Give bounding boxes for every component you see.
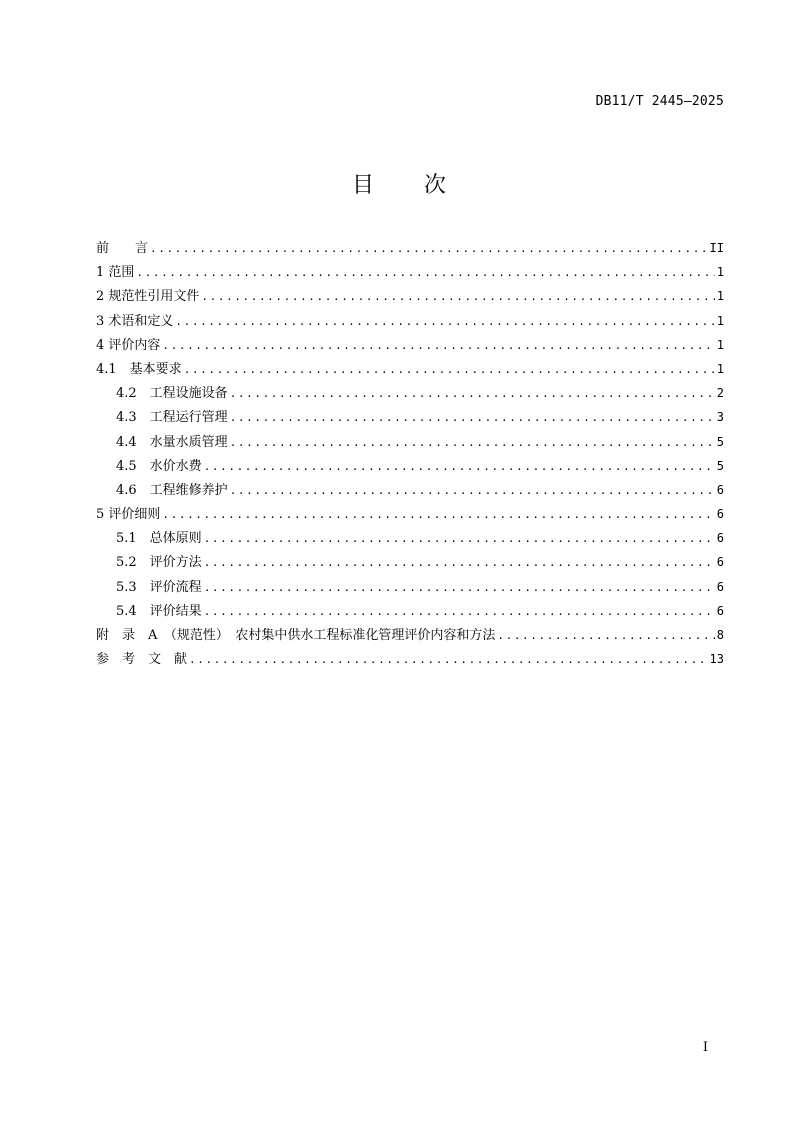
- toc-entry-page: 2: [716, 386, 724, 401]
- toc-entry-label: 4.5 水价水费: [116, 458, 202, 474]
- toc-entry[interactable]: [96, 623, 724, 647]
- toc-entry-page: 1: [716, 289, 724, 304]
- toc-leader-dots: [497, 624, 714, 648]
- toc-entry[interactable]: [96, 284, 724, 308]
- toc-entry-page: 6: [716, 482, 724, 497]
- toc-entry-label: 附 录 A （规范性） 农村集中供水工程标准化管理评价内容和方法: [96, 628, 496, 643]
- toc-entry[interactable]: [96, 333, 724, 357]
- toc-entry-page: 6: [716, 531, 724, 546]
- toc-entry-page: 13: [709, 652, 724, 667]
- toc-entry-page: 5: [716, 434, 724, 449]
- toc-entry-label: 5.1 总体原则: [116, 531, 202, 547]
- toc-entry-label: 4.6 工程维修养护: [116, 482, 228, 498]
- toc-entry[interactable]: [96, 260, 724, 284]
- toc-entry-label: 1 范围: [96, 265, 135, 281]
- toc-entry[interactable]: [96, 236, 724, 260]
- toc-leader-dots: [204, 576, 715, 600]
- toc-leader-dots: [204, 527, 715, 551]
- toc-leader-dots: [230, 382, 715, 406]
- toc-entry-page: 6: [716, 603, 724, 618]
- toc-entry[interactable]: [96, 502, 724, 526]
- toc-entry-page: 3: [716, 410, 724, 425]
- toc-leader-dots: [189, 648, 708, 672]
- toc-entry[interactable]: [96, 647, 724, 671]
- toc-leader-dots: [204, 551, 715, 575]
- page-title: 目 次: [351, 173, 448, 198]
- toc-entry-label: 5.4 评价结果: [116, 603, 202, 619]
- toc-entry[interactable]: [96, 405, 724, 429]
- toc-entry[interactable]: [96, 309, 724, 333]
- toc-entry-label: 4.1 基本要求: [96, 361, 182, 377]
- toc-entry-label: 3 术语和定义: [96, 313, 174, 329]
- toc-entry-page: II: [709, 241, 724, 255]
- toc-leader-dots: [204, 600, 715, 624]
- toc-entry-page: 1: [716, 265, 724, 280]
- toc-leader-dots: [175, 310, 714, 334]
- toc-entry-label: 5.2 评价方法: [116, 555, 202, 571]
- toc-leader-dots: [162, 334, 714, 358]
- toc-leader-dots: [230, 431, 715, 455]
- toc-entry[interactable]: [96, 454, 724, 478]
- toc-leader-dots: [230, 406, 715, 430]
- document-code: DB11/T 2445—2025: [595, 94, 724, 109]
- toc-leader-dots: [136, 261, 714, 285]
- page-number: I: [702, 1040, 708, 1055]
- toc-entry-label: 4.4 水量水质管理: [116, 434, 228, 450]
- table-of-contents: [96, 236, 724, 671]
- toc-entry-label: 参 考 文 献: [96, 652, 188, 668]
- toc-entry[interactable]: [96, 575, 724, 599]
- toc-leader-dots: [150, 237, 708, 261]
- toc-leader-dots: [184, 358, 715, 382]
- toc-entry-label: 4.2 工程设施设备: [116, 386, 228, 402]
- toc-entry[interactable]: [96, 599, 724, 623]
- toc-entry[interactable]: [96, 357, 724, 381]
- toc-entry-page: 1: [716, 337, 724, 352]
- toc-leader-dots: [162, 503, 714, 527]
- toc-entry-label: 5 评价细则: [96, 507, 161, 523]
- toc-entry-page: 5: [716, 458, 724, 473]
- toc-entry-page: 6: [716, 507, 724, 522]
- toc-entry-page: 1: [716, 313, 724, 328]
- toc-entry[interactable]: [96, 478, 724, 502]
- toc-entry-page: 6: [716, 555, 724, 570]
- toc-entry-label: 4 评价内容: [96, 337, 161, 353]
- toc-entry-label: 4.3 工程运行管理: [116, 410, 228, 426]
- toc-entry[interactable]: [96, 430, 724, 454]
- toc-entry-label: 5.3 评价流程: [116, 579, 202, 595]
- toc-leader-dots: [201, 285, 714, 309]
- toc-entry[interactable]: [96, 550, 724, 574]
- toc-entry-page: 1: [716, 361, 724, 376]
- toc-leader-dots: [204, 455, 715, 479]
- toc-entry[interactable]: [96, 526, 724, 550]
- toc-leader-dots: [230, 479, 715, 503]
- toc-entry-label: 前 言: [96, 241, 149, 256]
- toc-entry[interactable]: [96, 381, 724, 405]
- toc-entry-page: 6: [716, 579, 724, 594]
- toc-entry-label: 2 规范性引用文件: [96, 289, 200, 305]
- toc-entry-page: 8: [716, 628, 724, 642]
